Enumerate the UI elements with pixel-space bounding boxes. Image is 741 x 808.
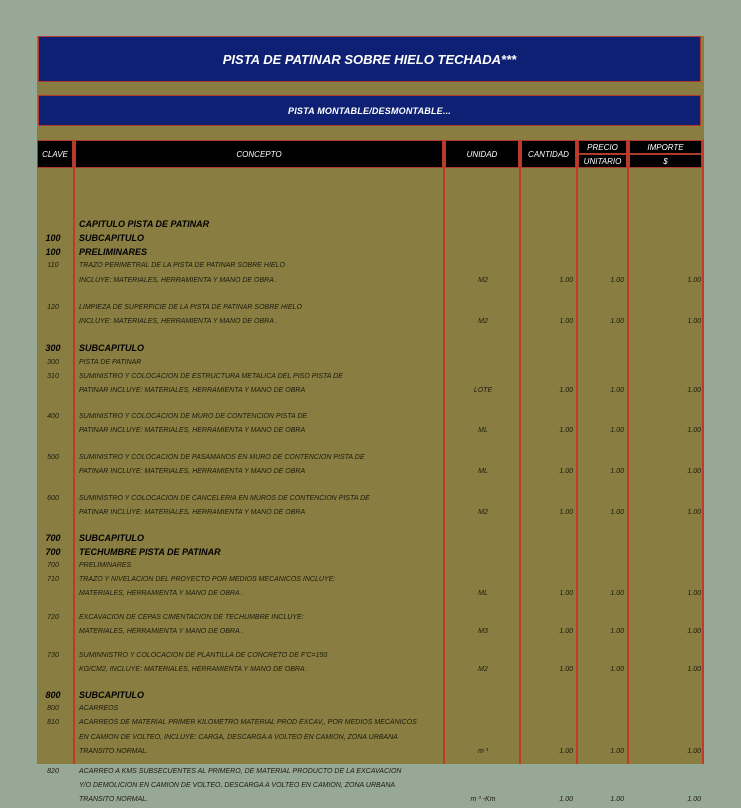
cell-precio: 1.00 bbox=[610, 796, 624, 803]
cell-precio: 1.00 bbox=[610, 318, 624, 325]
cell-precio: 1.00 bbox=[610, 748, 624, 755]
cell-concepto: ACARREOS DE MATERIAL PRIMER KILOMETRO MATERIAL PROD EXCAV,, POR MEDIOS MECANICOS bbox=[79, 719, 417, 726]
cell-unidad: ML bbox=[478, 427, 488, 434]
table-row bbox=[37, 452, 704, 466]
cell-unidad: M2 bbox=[478, 318, 488, 325]
table-row bbox=[37, 766, 704, 780]
table-row bbox=[37, 794, 704, 808]
table-row bbox=[37, 302, 704, 316]
cell-clave: 300 bbox=[45, 343, 61, 353]
cell-precio: 1.00 bbox=[610, 468, 624, 475]
cell-concepto: PATINAR INCLUYE: MATERIALES, HERRAMIENTA Y MANO DE OBRA bbox=[79, 468, 306, 475]
table-row bbox=[37, 466, 704, 480]
cell-concepto: SUMINISTRO Y COLOCACION DE PASAMANOS EN MURO DE CONTENCION PISTA DE bbox=[79, 454, 365, 461]
cell-importe: 1.00 bbox=[687, 666, 701, 673]
cell-clave: 720 bbox=[47, 614, 59, 621]
table-row bbox=[37, 411, 704, 425]
cell-clave: 700 bbox=[45, 533, 61, 543]
cell-unidad: m ³ -Km bbox=[470, 796, 496, 803]
cell-concepto: TECHUMBRE PISTA DE PATINAR bbox=[79, 547, 221, 557]
header-concepto: CONCEPTO bbox=[75, 140, 443, 168]
header-importe-bottom: $ bbox=[629, 154, 702, 168]
cell-importe: 1.00 bbox=[687, 277, 701, 284]
table-row bbox=[37, 316, 704, 330]
cell-unidad: M2 bbox=[478, 666, 488, 673]
cell-cantidad: 1.00 bbox=[559, 318, 573, 325]
cell-cantidad: 1.00 bbox=[559, 666, 573, 673]
table-row bbox=[37, 612, 704, 626]
cell-importe: 1.00 bbox=[687, 427, 701, 434]
cell-concepto: PATINAR INCLUYE: MATERIALES, HERRAMIENTA Y MANO DE OBRA bbox=[79, 509, 306, 516]
table-row bbox=[37, 425, 704, 439]
cell-concepto: INCLUYE: MATERIALES, HERRAMIENTA Y MANO DE OBRA . bbox=[79, 318, 278, 325]
table-row bbox=[37, 703, 704, 717]
cell-clave: 120 bbox=[47, 304, 59, 311]
cell-concepto: MATERIALES, HERRAMIENTA Y MANO DE OBRA . bbox=[79, 628, 244, 635]
cell-importe: 1.00 bbox=[687, 387, 701, 394]
table-row bbox=[37, 574, 704, 588]
cell-cantidad: 1.00 bbox=[559, 748, 573, 755]
header-unidad: UNIDAD bbox=[445, 140, 519, 168]
cell-cantidad: 1.00 bbox=[559, 628, 573, 635]
cell-clave: 810 bbox=[47, 719, 59, 726]
table-row bbox=[37, 357, 704, 371]
cell-cantidad: 1.00 bbox=[559, 387, 573, 394]
cell-concepto: SUBCAPITULO bbox=[79, 343, 144, 353]
cell-importe: 1.00 bbox=[687, 509, 701, 516]
table-row bbox=[37, 560, 704, 574]
cell-precio: 1.00 bbox=[610, 509, 624, 516]
table-row bbox=[37, 232, 704, 246]
cell-clave: 700 bbox=[45, 547, 61, 557]
table-row bbox=[37, 780, 704, 794]
table-row bbox=[37, 260, 704, 274]
cell-concepto: Y/O DEMOLICION EN CAMION DE VOLTEO, DESCARGA A VOLTEO EN CAMION, ZONA URBANA bbox=[79, 782, 396, 789]
cell-concepto: EN CAMION DE VOLTEO, INCLUYE: CARGA, DESCARGA A VOLTEO EN CAMION, ZONA URBANA bbox=[79, 734, 398, 741]
cell-clave: 100 bbox=[45, 247, 61, 257]
cell-precio: 1.00 bbox=[610, 427, 624, 434]
table-row bbox=[37, 532, 704, 546]
cell-concepto: SUBCAPITULO bbox=[79, 533, 144, 543]
table-row bbox=[37, 385, 704, 399]
spreadsheet bbox=[37, 36, 704, 803]
cell-concepto: TRANSITO NORMAL. bbox=[79, 748, 149, 755]
cell-precio: 1.00 bbox=[610, 277, 624, 284]
table-row bbox=[37, 689, 704, 703]
table-row bbox=[37, 588, 704, 602]
cell-unidad: m ³ bbox=[477, 748, 489, 755]
table-row bbox=[37, 246, 704, 260]
table-row bbox=[37, 650, 704, 664]
cell-importe: 1.00 bbox=[687, 748, 701, 755]
cell-clave: 300 bbox=[47, 359, 59, 366]
cell-clave: 310 bbox=[47, 373, 59, 380]
cell-precio: 1.00 bbox=[610, 590, 624, 597]
cell-concepto: PRELIMINARES bbox=[79, 247, 148, 257]
cell-unidad: M2 bbox=[478, 509, 488, 516]
page-subtitle: PISTA MONTABLE/DESMONTABLE... bbox=[38, 95, 701, 126]
cell-concepto: TRANSITO NORMAL. bbox=[79, 796, 149, 803]
cell-importe: 1.00 bbox=[687, 468, 701, 475]
cell-unidad: M2 bbox=[478, 277, 488, 284]
cell-precio: 1.00 bbox=[610, 666, 624, 673]
cell-concepto: PISTA DE PATINAR bbox=[79, 359, 142, 366]
cell-concepto: PATINAR INCLUYE: MATERIALES, HERRAMIENTA Y MANO DE OBRA bbox=[79, 427, 306, 434]
cell-cantidad: 1.00 bbox=[559, 796, 573, 803]
cell-concepto: TRAZO PERIMETRAL DE LA PISTA DE PATINAR SOBRE HIELO bbox=[79, 262, 285, 269]
cell-concepto: SUBCAPITULO bbox=[79, 690, 144, 700]
cell-concepto: INCLUYE: MATERIALES, HERRAMIENTA Y MANO DE OBRA . bbox=[79, 277, 278, 284]
cell-clave: 400 bbox=[47, 413, 59, 420]
cell-clave: 110 bbox=[47, 262, 59, 269]
cell-clave: 820 bbox=[47, 768, 59, 775]
cell-importe: 1.00 bbox=[687, 796, 701, 803]
cell-unidad: LOTE bbox=[473, 387, 493, 394]
cell-importe: 1.00 bbox=[687, 590, 701, 597]
cell-concepto: SUMINISTRO Y COLOCACION DE CANCELERIA EN MUROS DE CONTENCION PISTA DE bbox=[79, 495, 370, 502]
cell-clave: 700 bbox=[47, 562, 59, 569]
cell-clave: 730 bbox=[47, 652, 59, 659]
cell-unidad: ML bbox=[478, 468, 488, 475]
cell-concepto: SUMINISTRO Y COLOCACION DE MURO DE CONTENCION PISTA DE bbox=[79, 413, 308, 420]
cell-importe: 1.00 bbox=[687, 628, 701, 635]
cell-concepto: TRAZO Y NIVELACION DEL PROYECTO POR MEDIOS MECANICOS INCLUYE: bbox=[79, 576, 336, 583]
cell-concepto: MATERIALES, HERRAMIENTA Y MANO DE OBRA . bbox=[79, 590, 244, 597]
cell-concepto: ACARREO A KMS SUBSECUENTES AL PRIMERO, DE MATERIAL PRODUCTO DE LA EXCAVACION bbox=[79, 768, 402, 775]
table-row bbox=[37, 664, 704, 678]
table-row bbox=[37, 626, 704, 640]
cell-concepto: PRELIMINARES bbox=[79, 562, 132, 569]
cell-precio: 1.00 bbox=[610, 628, 624, 635]
header-precio-bottom: UNITARIO bbox=[578, 154, 627, 168]
cell-concepto: SUBCAPITULO bbox=[79, 233, 144, 243]
cell-clave: 600 bbox=[47, 495, 59, 502]
cell-cantidad: 1.00 bbox=[559, 590, 573, 597]
table-row bbox=[37, 717, 704, 731]
cell-concepto: EXCAVACION DE CEPAS CIMENTACION DE TECHUMBRE INCLUYE: bbox=[79, 614, 304, 621]
table-row bbox=[37, 732, 704, 746]
cell-cantidad: 1.00 bbox=[559, 509, 573, 516]
header-precio-top: PRECIO bbox=[578, 140, 627, 154]
cell-cantidad: 1.00 bbox=[559, 277, 573, 284]
cell-clave: 710 bbox=[47, 576, 59, 583]
cell-clave: 800 bbox=[47, 705, 59, 712]
cell-concepto: ACARREOS bbox=[79, 705, 119, 712]
cell-unidad: M3 bbox=[478, 628, 488, 635]
cell-clave: 100 bbox=[45, 233, 61, 243]
table-row bbox=[37, 493, 704, 507]
cell-clave: 500 bbox=[47, 454, 59, 461]
cell-cantidad: 1.00 bbox=[559, 427, 573, 434]
header-importe-top: IMPORTE bbox=[629, 140, 702, 154]
table-row bbox=[37, 371, 704, 385]
page-title: PISTA DE PATINAR SOBRE HIELO TECHADA*** bbox=[38, 36, 701, 82]
cell-concepto: KG/CM2, INCLUYE: MATERIALES, HERRAMIENTA Y MANO DE OBRA . bbox=[79, 666, 309, 673]
table-row bbox=[37, 275, 704, 289]
cell-concepto: SUMINISTRO Y COLOCACION DE ESTRUCTURA METALICA DEL PISO PISTA DE bbox=[79, 373, 343, 380]
table-row bbox=[37, 746, 704, 760]
cell-concepto: LIMPIEZA DE SUPERFICIE DE LA PISTA DE PATINAR SOBRE HIELO bbox=[79, 304, 302, 311]
header-cantidad: CANTIDAD bbox=[521, 140, 576, 168]
cell-precio: 1.00 bbox=[610, 387, 624, 394]
cell-concepto: SUMINNISTRO Y COLOCACION DE PLANTILLA DE CONCRETO DE F'C=150 bbox=[79, 652, 328, 659]
cell-clave: 800 bbox=[45, 690, 61, 700]
cell-concepto: CAPITULO PISTA DE PATINAR bbox=[79, 219, 210, 229]
table-row bbox=[37, 342, 704, 356]
cell-concepto: PATINAR INCLUYE: MATERIALES, HERRAMIENTA Y MANO DE OBRA bbox=[79, 387, 306, 394]
cell-cantidad: 1.00 bbox=[559, 468, 573, 475]
cell-importe: 1.00 bbox=[687, 318, 701, 325]
header-clave: CLAVE bbox=[37, 140, 73, 168]
table-row bbox=[37, 218, 704, 232]
table-row bbox=[37, 507, 704, 521]
table-row bbox=[37, 546, 704, 560]
cell-unidad: ML bbox=[478, 590, 488, 597]
